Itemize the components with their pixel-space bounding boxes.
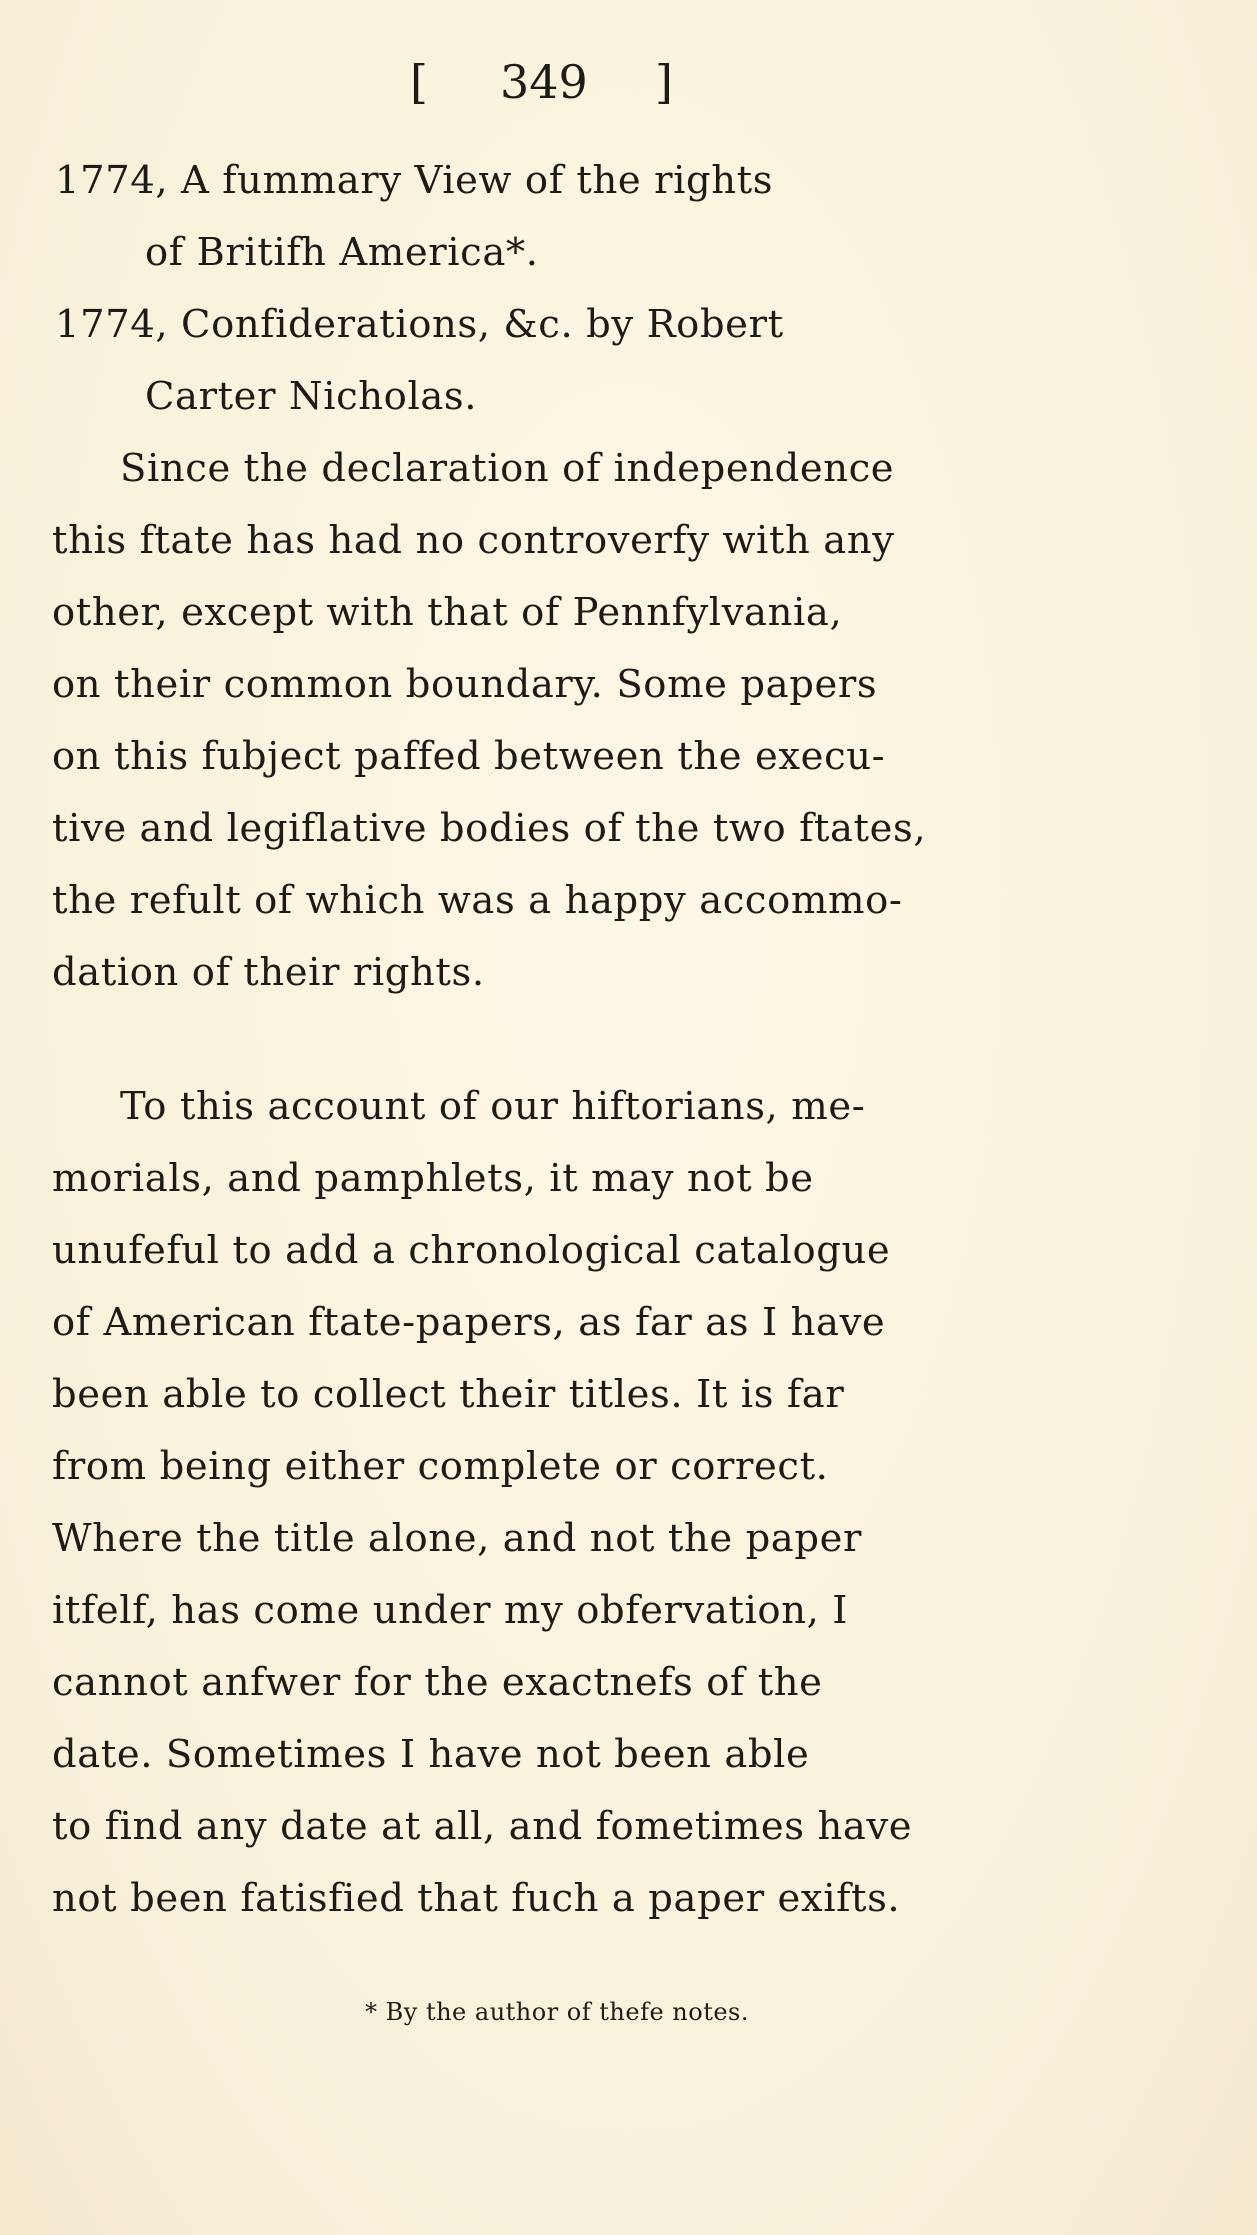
header-bracket-close: ] (655, 55, 673, 109)
paragraph-2-line-4: of American ftate-papers, as far as I have (52, 1300, 886, 1345)
paragraph-2-line-6: from being either complete or correct. (52, 1444, 829, 1489)
paragraph-2-line-3: unufeful to add a chronological catalogue (52, 1228, 891, 1273)
paragraph-1-line-8: dation of their rights. (52, 950, 485, 995)
paragraph-2-line-8: itfelf, has come under my obfervation, I (52, 1588, 849, 1633)
paragraph-1-line-4: on their common boundary. Some papers (52, 662, 878, 707)
header-bracket-open: [ (410, 55, 428, 109)
paragraph-2-line-1: To this account of our hiftorians, me- (120, 1084, 866, 1129)
paragraph-1-line-6: tive and legiflative bodies of the two ftates, (52, 806, 927, 851)
entry-1-line-2: of Britifh America*. (145, 230, 539, 275)
paragraph-1-line-1: Since the declaration of independence (120, 446, 895, 491)
entry-2-line-2: Carter Nicholas. (145, 374, 478, 419)
paragraph-1-line-3: other, except with that of Pennfylvania, (52, 590, 843, 635)
paragraph-2-line-10: date. Sometimes I have not been able (52, 1732, 810, 1777)
page-number: 349 (500, 55, 588, 109)
paragraph-1-line-5: on this fubject paffed between the execu- (52, 734, 886, 779)
paragraph-2-line-9: cannot anfwer for the exactnefs of the (52, 1660, 823, 1705)
paragraph-2-line-11: to find any date at all, and fometimes have (52, 1804, 913, 1849)
paragraph-2-line-2: morials, and pamphlets, it may not be (52, 1156, 814, 1201)
entry-1-line-1: 1774, A fummary View of the rights (55, 158, 774, 203)
entry-2-line-1: 1774, Confiderations, &c. by Robert (55, 302, 784, 347)
paragraph-1-line-7: the refult of which was a happy accommo- (52, 878, 903, 923)
paragraph-2-line-7: Where the title alone, and not the paper (52, 1516, 862, 1561)
paragraph-2-line-12: not been fatisfied that fuch a paper exifts. (52, 1876, 901, 1921)
footnote: * By the author of thefe notes. (365, 1998, 749, 2026)
paragraph-1-line-2: this ftate has had no controverfy with any (52, 518, 895, 563)
paragraph-2-line-5: been able to collect their titles. It is far (52, 1372, 845, 1417)
